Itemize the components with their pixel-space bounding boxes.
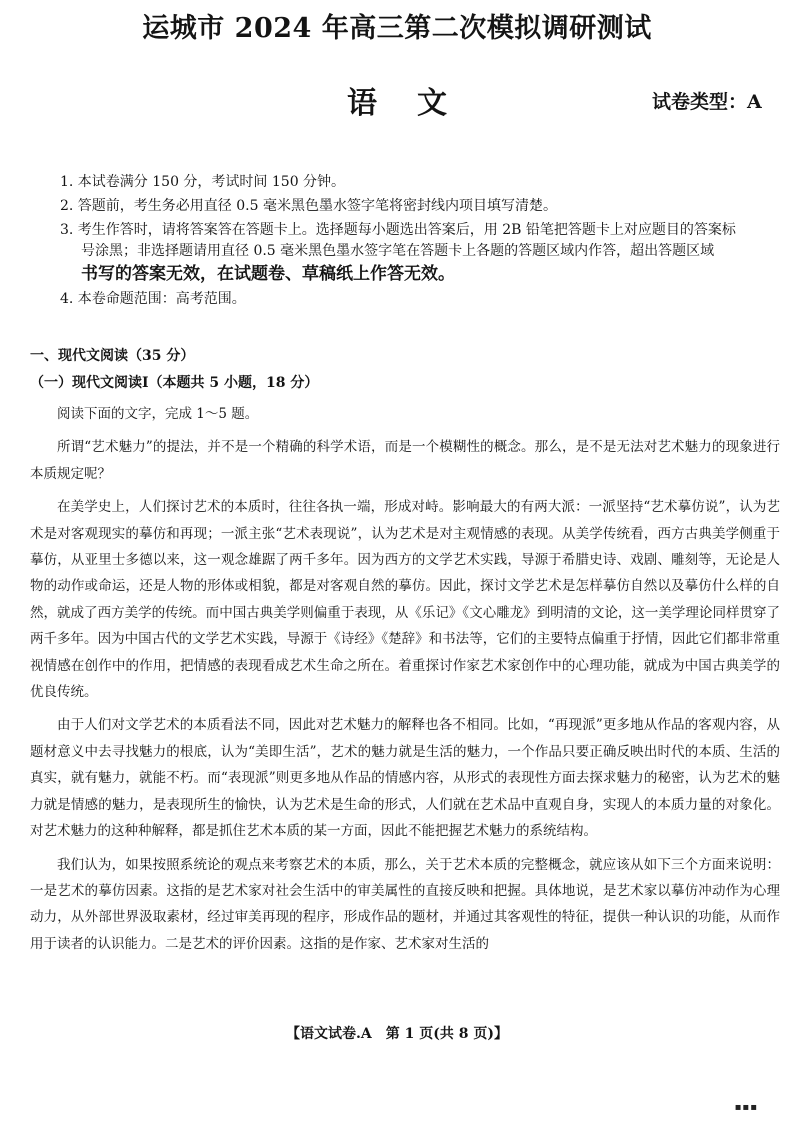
exam-title: 运城市 2024 年高三第二次模拟调研测试	[142, 13, 652, 44]
page-footer: 【语文试卷.A 第 1 页(共 8 页)】	[286, 1026, 508, 1042]
section-subheading: （一）现代文阅读Ⅰ（本题共 5 小题，18 分）	[30, 375, 319, 391]
instruction-line-emphasis: 书写的答案无效，在试题卷、草稿纸上作答无效。	[81, 264, 455, 284]
paper-type-label: 试卷类型：A	[652, 91, 762, 113]
passage-paragraph: 我们认为，如果按照系统论的观点来考察艺术的本质，那么，关于艺术本质的完整概念，就应该从如下三个方面来说明：一是艺术的摹仿因素。这指的是艺术家对社会生活中的审美属性的直接反映和把握。具体地说，是艺术家以摹仿冲动作为心理动力，从外部世界汲取素材，经过审美再现的程序，形成作品的题材，并通过其客观性的特征，提供一种认识的功能，从而作用于读者的认识能力。二是艺术的评价因素。这指的是作家、艺术家对生活的	[30, 856, 780, 952]
corner-mark: ▪▪▪	[734, 1102, 758, 1113]
instructions-list	[60, 172, 782, 313]
passage-paragraph: 在美学史上，人们探讨艺术的本质时，往往各执一端，形成对峙。影响最大的有两大派：一派坚持“艺术摹仿说”，认为艺术是对客观现实的摹仿和再现；一派主张“艺术表现说”，认为艺术是对主观情感的表现。从美学传统看，西方古典美学侧重于摹仿，从亚里士多德以来，这一观念雄踞了两千多年。因为西方的文学艺术实践，导源于希腊史诗、戏剧、雕刻等，无论是人物的动作或命运，还是人物的形体或相貌，都是对客观自然的摹仿。因此，探讨文学艺术是怎样摹仿自然以及摹仿什么样的自然，就成了西方美学的传统。而中国古典美学则偏重于表现，从《乐记》《文心雕龙》到明清的文论，这一美学理论同样贯穿了两千多年。因为中国古代的文学艺术实践，导源于《诗经》《楚辞》和书法等，它们的主要特点偏重于抒情，因此它们都非常重视情感在创作中的作用，把情感的表现看成艺术生命之所在。着重探讨作家艺术家创作中的心理功能，就成为中国古典美学的优良传统。	[30, 499, 780, 701]
instruction-line: 1. 本试卷满分 150 分，考试时间 150 分钟。	[60, 174, 346, 190]
instruction-line: 2. 答题前，考生务必用直径 0.5 毫米黑色墨水签字笔将密封线内项目填写清楚。	[60, 198, 557, 214]
instruction-item-1	[60, 172, 782, 193]
instruction-item-3	[60, 220, 782, 286]
instruction-item-4	[60, 289, 782, 310]
section-heading: 一、现代文阅读（35 分）	[30, 348, 195, 364]
reading-section	[30, 346, 780, 964]
subject-row	[0, 78, 794, 121]
passage-paragraph: 所谓“艺术魅力”的提法，并不是一个精确的科学术语，而是一个模糊性的概念。那么，是不是无法对艺术魅力的现象进行本质规定呢？	[30, 439, 780, 482]
reading-prompt: 阅读下面的文字，完成 1～5 题。	[57, 406, 259, 422]
instruction-line: 3. 考生作答时，请将答案答在答题卡上。选择题每小题选出答案后，用 2B 铅笔把答题卡上对应题目的答案标	[60, 222, 736, 238]
subject-title: 语文	[347, 86, 487, 121]
instruction-line: 号涂黑；非选择题请用直径 0.5 毫米黑色墨水签字笔在答题卡上各题的答题区域内作答，超出答题区域	[81, 243, 715, 259]
instruction-line: 4. 本卷命题范围：高考范围。	[60, 291, 246, 307]
instruction-item-2	[60, 196, 782, 217]
passage-paragraph: 由于人们对文学艺术的本质看法不同，因此对艺术魅力的解释也各不相同。比如，“再现派”更多地从作品的客观内容，从题材意义中去寻找魅力的根底，认为“美即生活”，艺术的魅力就是生活的魅力，一个作品只要正确反映出时代的本质、生活的真实，就有魅力，就能不朽。而“表现派”则更多地从作品的情感内容，从形式的表现性方面去探求魅力的秘密，认为艺术的魅力就是情感的魅力，是表现所生的愉快，认为艺术是生命的形式，人们就在艺术品中直观自身，实现人的本质力量的对象化。对艺术魅力的这种种解释，都是抓住艺术本质的某一方面，因此不能把握艺术魅力的系统结构。	[30, 717, 780, 840]
